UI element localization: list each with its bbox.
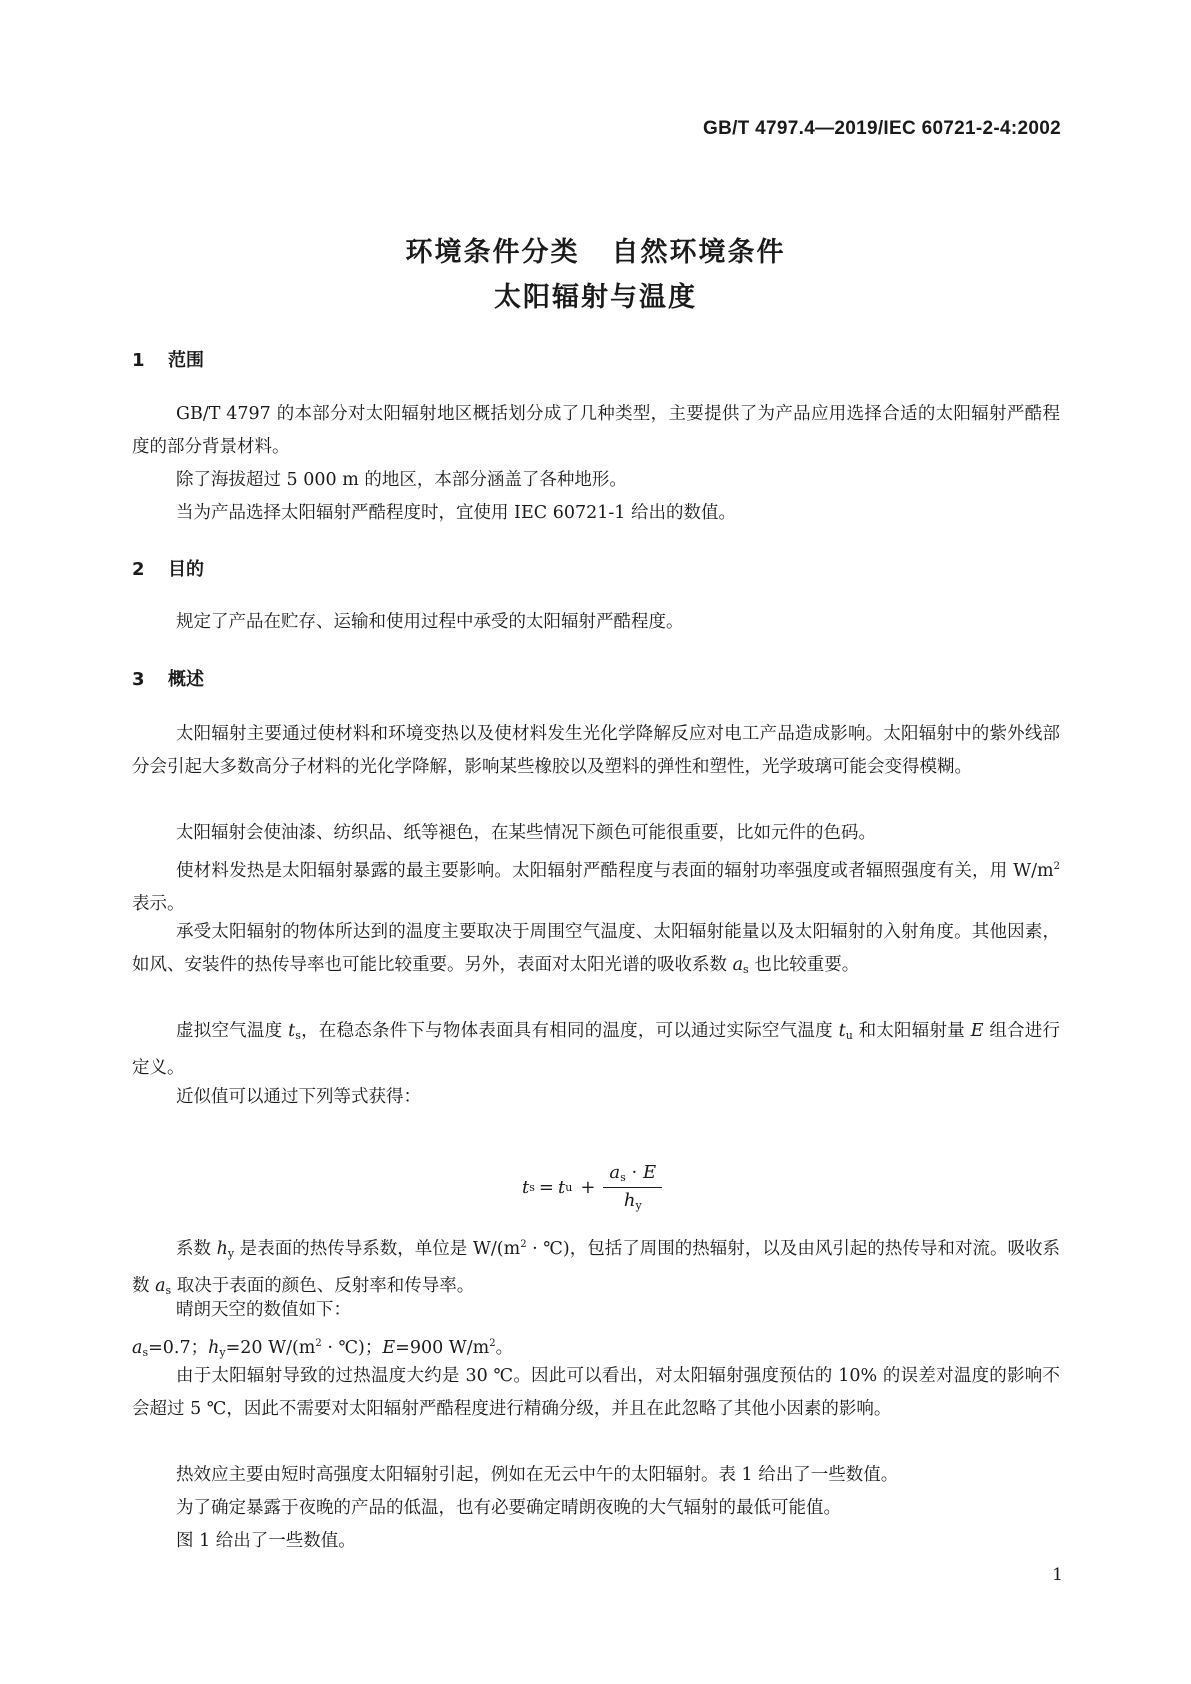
section-1-paragraph-3: 当为产品选择太阳辐射严酷程度时，宜使用 IEC 60721-1 给出的数值。 — [176, 503, 736, 523]
text-run: · ℃)，包括了周围的热辐射，以及由风引起的热传导和对流。吸收系数 — [132, 1239, 1060, 1296]
variable: E — [382, 1338, 396, 1358]
title-part2: 自然环境条件 — [611, 237, 786, 268]
formula-lhs-subscript: s — [529, 1180, 535, 1194]
section-2-paragraph-1: 规定了产品在贮存、运输和使用过程中承受的太阳辐射严酷程度。 — [176, 612, 684, 632]
page-number: 1 — [1052, 1565, 1063, 1585]
temperature-formula — [522, 1162, 662, 1212]
title-part1: 环境条件分类 — [405, 237, 580, 268]
section-3-paragraph-6: 近似值可以通过下列等式获得： — [176, 1087, 421, 1107]
variable: h — [216, 1239, 228, 1259]
section-2-number: 2 — [132, 559, 145, 580]
variable: t — [838, 1021, 846, 1041]
section-3-paragraph-8: 晴朗天空的数值如下： — [176, 1300, 351, 1320]
text-run: 组合进行定义。 — [132, 1021, 1061, 1078]
variable: a — [132, 1338, 143, 1358]
formula-denominator — [624, 1188, 642, 1212]
section-3-paragraph-3 — [132, 850, 1060, 921]
formula-numerator-var1: a — [609, 1162, 621, 1183]
superscript: 2 — [315, 1338, 322, 1349]
section-1-title: 范围 — [168, 350, 204, 371]
variable: a — [155, 1276, 166, 1296]
formula-denominator-var: h — [623, 1190, 636, 1211]
formula-plus: + — [580, 1176, 596, 1198]
formula-denominator-sub: y — [635, 1199, 642, 1212]
section-3-paragraph-5 — [132, 1015, 1060, 1085]
section-3-paragraph-4 — [132, 916, 1060, 986]
section-3-number: 3 — [132, 669, 145, 690]
formula-rhs-variable: t — [557, 1176, 566, 1198]
formula-fraction — [603, 1162, 662, 1212]
subscript: s — [165, 1284, 172, 1297]
section-1-paragraph-2: 除了海拔超过 5 000 m 的地区，本部分涵盖了各种地形。 — [176, 470, 627, 490]
text-run: · ℃)； — [321, 1338, 383, 1358]
superscript: 2 — [1053, 861, 1060, 872]
superscript: 2 — [489, 1338, 496, 1349]
section-3-title: 概述 — [168, 669, 204, 690]
standard-number: GB/T 4797.4—2019/IEC 60721-2-4:2002 — [703, 118, 1061, 139]
formula-lhs-variable: t — [522, 1176, 530, 1198]
text-run: 是表面的热传导系数，单位是 W/(m — [234, 1239, 521, 1259]
text-run: 。 — [495, 1338, 514, 1358]
section-3-paragraph-12: 为了确定暴露于夜晚的产品的低温，也有必要确定晴朗夜晚的大气辐射的最低可能值。 — [176, 1498, 841, 1518]
section-3-paragraph-10: 由于太阳辐射导致的过热温度大约是 30 ℃。因此可以看出，对太阳辐射强度预估的 10% 的误差对温度的影响不会超过 5 ℃，因此不需要对太阳辐射严酷程度进行精确分级，并且在此忽略了其他小因素的影响。 — [132, 1366, 1060, 1419]
section-1-paragraph-1: GB/T 4797 的本部分对太阳辐射地区概括划分成了几种类型，主要提供了为产品应用选择合适的太阳辐射严酷程度的部分背景材料。 — [132, 404, 1060, 457]
text-run: 系数 — [176, 1239, 217, 1259]
section-1-heading — [132, 346, 204, 372]
section-1-number: 1 — [132, 350, 145, 371]
text-run: 表示。 — [132, 894, 185, 914]
subscript: s — [295, 1029, 301, 1042]
subscript: u — [845, 1029, 853, 1042]
subscript: y — [227, 1247, 235, 1260]
subscript: s — [743, 963, 749, 976]
formula-rhs-subscript: u — [565, 1180, 573, 1194]
text-run: ，在稳态条件下与物体表面具有相同的温度，可以通过实际空气温度 — [300, 1021, 839, 1041]
formula-numerator-dot: · — [625, 1162, 643, 1183]
formula-equals: = — [538, 1176, 554, 1198]
formula-numerator — [603, 1162, 662, 1188]
text-run: =0.7； — [148, 1338, 209, 1358]
section-3-paragraph-1: 太阳辐射主要通过使材料和环境变热以及使材料发生光化学降解反应对电工产品造成影响。太阳辐射中的紫外线部分会引起大多数高分子材料的光化学降解，影响某些橡胶以及塑料的弹性和塑性，光学玻璃可能会变得模糊。 — [132, 724, 1060, 777]
document-title-line2: 太阳辐射与温度 — [494, 282, 697, 313]
section-3-paragraph-13: 图 1 给出了一些数值。 — [176, 1531, 356, 1551]
section-3-heading — [132, 665, 204, 691]
section-2-heading — [132, 555, 204, 581]
text-run: 和太阳辐射量 — [852, 1021, 971, 1041]
text-run: 承受太阳辐射的物体所达到的温度主要取决于周围空气温度、太阳辐射能量以及太阳辐射的入射角度。其他因素，如风、安装件的热传导率也可能比较重要。另外，表面对太阳光谱的吸收系数 — [132, 922, 1060, 975]
formula-numerator-sub1: s — [620, 1171, 626, 1184]
superscript: 2 — [520, 1239, 527, 1250]
variable: E — [970, 1021, 984, 1041]
subscript: y — [219, 1346, 226, 1359]
text-run: 也比较重要。 — [748, 955, 860, 975]
subscript: s — [142, 1346, 149, 1359]
text-run: =20 W/(m — [225, 1338, 316, 1358]
text-run: 使材料发热是太阳辐射暴露的最主要影响。太阳辐射严酷程度与表面的辐射功率强度或者辐照强度有关，用 W/m — [176, 861, 1054, 881]
section-3-paragraph-11: 热效应主要由短时高强度太阳辐射引起，例如在无云中午的太阳辐射。表 1 给出了一些数值。 — [176, 1465, 899, 1485]
variable: a — [732, 955, 743, 975]
variable: t — [288, 1021, 296, 1041]
variable: h — [208, 1338, 220, 1358]
section-2-title: 目的 — [168, 559, 204, 580]
section-3-paragraph-2: 太阳辐射会使油漆、纺织品、纸等褪色，在某些情况下颜色可能很重要，比如元件的色码。 — [176, 823, 876, 843]
document-title-line1 — [0, 230, 1191, 269]
text-run: 取决于表面的颜色、反射率和传导率。 — [171, 1276, 475, 1296]
formula-numerator-var2: E — [642, 1162, 657, 1183]
text-run: 虚拟空气温度 — [176, 1021, 289, 1041]
text-run: =900 W/m — [395, 1338, 490, 1358]
